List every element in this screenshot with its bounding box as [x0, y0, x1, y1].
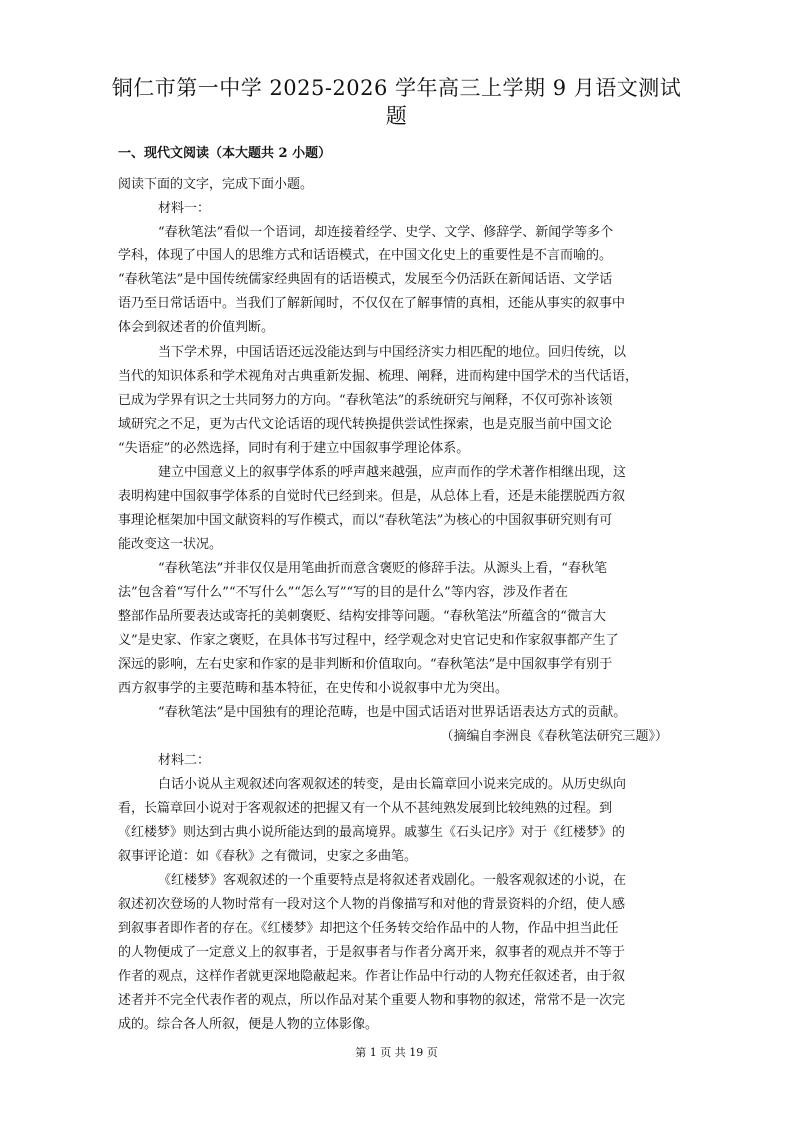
- document-title-line-1: 铜仁市第一中学 2025-2026 学年高三上学期 9 月语文测试: [111, 76, 682, 100]
- material2-line: 叙述初次登场的人物时常有一段对这个人物的肖像描写和对他的背景资料的介绍，使人感: [118, 897, 626, 912]
- material1-line: “春秋笔法”是中国独有的理论范畴，也是中国式话语对世界话语表达方式的贡献。: [158, 705, 627, 720]
- material1-line: 当代的知识体系和学术视角对古典重新发掘、梳理、阐释，进而构建中国学术的当代话语，: [118, 369, 639, 384]
- instruction-text: 阅读下面的文字，完成下面小题。: [118, 177, 314, 192]
- material2-line: 《红楼梦》则达到古典小说所能达到的最高境界。戚蓼生《石头记序》对于《红楼梦》的: [118, 825, 626, 840]
- material1-line: 建立中国意义上的叙事学体系的呼声越来越强，应声而作的学术著作相继出现，这: [158, 465, 627, 480]
- material1-line: 学科，体现了中国人的思维方式和话语模式，在中国文化史上的重要性是不言而喻的。: [118, 248, 613, 263]
- material1-line: “春秋笔法”看似一个语词，却连接着经学、史学、文学、修辞学、新闻学等多个: [158, 225, 614, 240]
- material1-line: 已成为学界有识之士共同努力的方向。“春秋笔法”的系统研究与阐释，不仅可弥补该领: [118, 393, 613, 408]
- material1-line: 当下学术界，中国话语还远没能达到与中国经济实力相匹配的地位。回归传统，以: [158, 345, 627, 360]
- document-title-line-2: 题: [385, 104, 408, 128]
- material2-line: 作者的观点，这样作者就更深地隐蔽起来。作者让作品中行动的人物充任叙述者，由于叙: [118, 969, 626, 984]
- material2-label: 材料二：: [158, 753, 211, 768]
- material1-line: 语乃至日常话语中。当我们了解新闻时，不仅仅在了解事情的真相，还能从事实的叙事中: [118, 296, 626, 311]
- material2-line: 的人物便成了一定意义上的叙事者，于是叙事者与作者分离开来，叙事者的观点并不等于: [118, 945, 626, 960]
- material1-line: 整部作品所要表达或寄托的美刺褒贬、结构安排等问题。“春秋笔法”所蕴含的“微言大: [118, 609, 606, 624]
- material1-line: 体会到叙述者的价值判断。: [118, 320, 275, 335]
- material1-line: 深远的影响，左右史家和作家的是非判断和价值取向。“春秋笔法”是中国叙事学有别于: [118, 657, 613, 672]
- section-heading: 一、现代文阅读（本大题共 2 小题）: [118, 146, 332, 161]
- material1-line: 事理论框架加中国文献资料的写作模式，而以“春秋笔法”为核心的中国叙事研究则有可: [118, 513, 613, 528]
- material1-label: 材料一：: [158, 201, 211, 216]
- material2-line: 到叙事者即作者的存在。《红楼梦》却把这个任务转交给作品中的人物，作品中担当此任: [118, 921, 619, 936]
- material1-line: 义”是史家、作家之褒贬，在具体书写过程中，经学观念对史官记史和作家叙事都产生了: [118, 633, 619, 648]
- material1-line: “失语症”的必然选择，同时有利于建立中国叙事学理论体系。: [118, 441, 470, 456]
- page-footer: 第 1 页 共 19 页: [355, 1046, 438, 1059]
- material1-line: “春秋笔法”并非仅仅是用笔曲折而意含褒贬的修辞手法。从源头上看，“春秋笔: [158, 561, 607, 576]
- material1-line: 表明构建中国叙事学体系的自觉时代已经到来。但是，从总体上看，还是未能摆脱西方叙: [118, 489, 626, 504]
- material2-line: 述者并不完全代表作者的观点，所以作品对某个重要人物和事物的叙述，常常不是一次完: [118, 993, 626, 1008]
- material1-line: 法”包含着“写什么”“不写什么”“怎么写”“写的目的是什么”等内容，涉及作者在: [118, 585, 568, 600]
- material1-line: 西方叙事学的主要范畴和基本特征，在史传和小说叙事中尤为突出。: [118, 681, 509, 696]
- material2-line: 叙事评论道：如《春秋》之有微词，史家之多曲笔。: [118, 849, 418, 864]
- material1-line: 能改变这一状况。: [118, 537, 223, 552]
- material1-source: （摘编自李洲良《春秋笔法研究三题》）: [440, 729, 668, 744]
- material2-line: 白话小说从主观叙述向客观叙述的转变，是由长篇章回小说来完成的。从历史纵向: [158, 777, 627, 792]
- material1-line: 域研究之不足，更为古代文论话语的现代转换提供尝试性探索，也是克服当前中国文论: [118, 417, 613, 432]
- material1-line: “春秋笔法”是中国传统儒家经典固有的话语模式，发展至今仍活跃在新闻话语、文学话: [118, 272, 613, 287]
- material2-line: 《红楼梦》客观叙述的一个重要特点是将叙述者戏剧化。一般客观叙述的小说，在: [158, 873, 627, 888]
- material2-line: 成的。综合各人所叙，便是人物的立体影像。: [118, 1017, 379, 1032]
- material2-line: 看，长篇章回小说对于客观叙述的把握又有一个从不甚纯熟发展到比较纯熟的过程。到: [118, 801, 613, 816]
